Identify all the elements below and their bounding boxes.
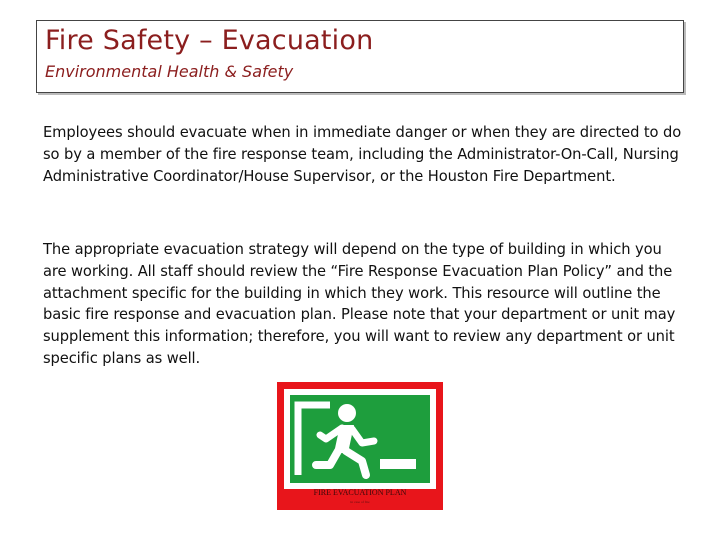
sign-small-text: in case of fire	[350, 500, 370, 504]
sign-caption: FIRE EVACUATION PLAN	[313, 488, 407, 497]
page-title: Fire Safety – Evacuation	[45, 25, 374, 56]
sign-green-panel	[290, 395, 430, 483]
page-subtitle: Environmental Health & Safety	[45, 62, 294, 81]
fire-evacuation-plan-sign	[277, 382, 443, 510]
paragraph-evacuation-strategy: The appropriate evacuation strategy will depend on the type of building in which you are working. All staff should review the “Fire Response Evacuation Plan Policy” and the attachment specific for the building in which they work. This resource will outline the basic fire response and evacuation plan. Please note that your department or unit may supplement this information; therefore, you will want to review any department or unit specific plans as well.	[43, 241, 676, 367]
header-box	[36, 20, 684, 93]
exit-running-man-icon	[290, 395, 430, 483]
paragraph-evacuation-directive: Employees should evacuate when in immediate danger or when they are directed to do so by a member of the fire response team, including the Administrator-On-Call, Nursing Administrative Coordinator/House Supervisor, or the Houston Fire Department.	[43, 124, 682, 185]
sign-inner-border	[284, 389, 436, 489]
